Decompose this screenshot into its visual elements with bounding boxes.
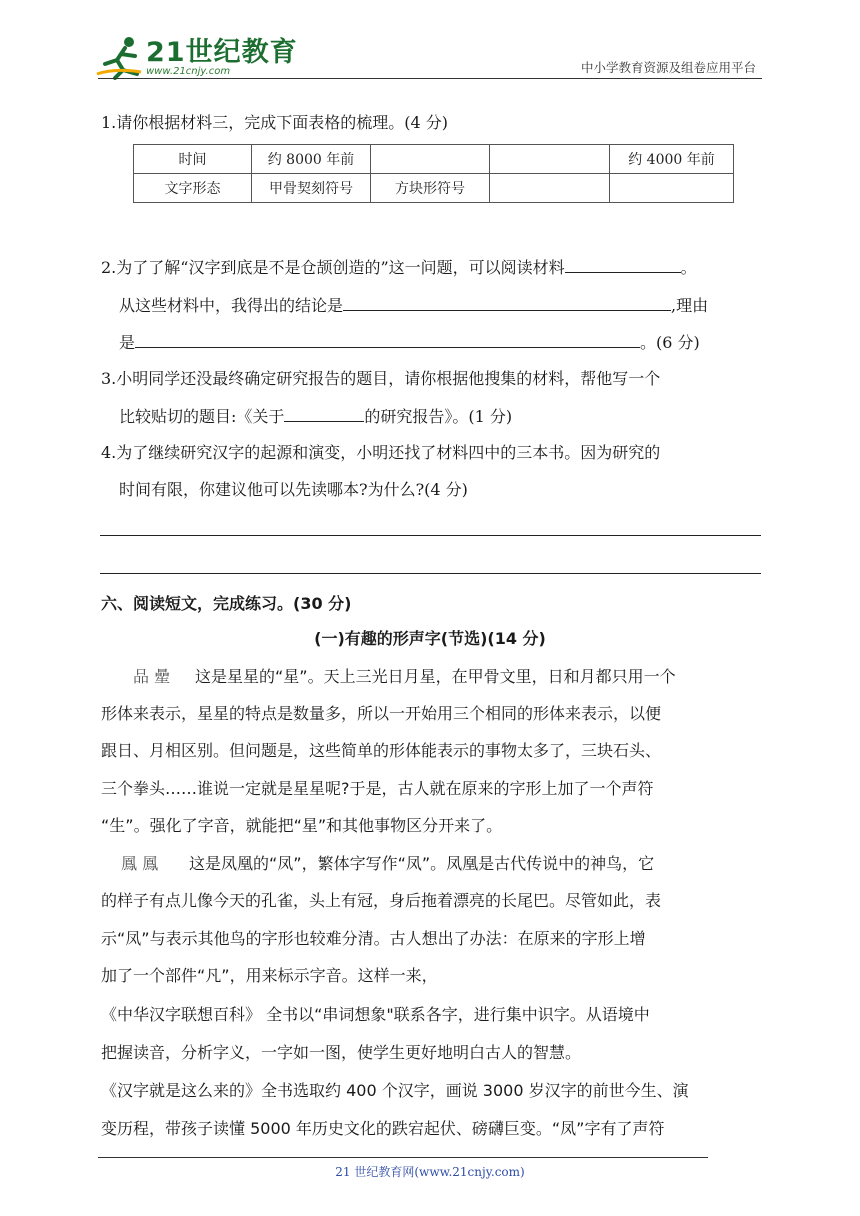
answer-blank[interactable] <box>565 255 681 273</box>
table-row <box>134 145 734 174</box>
book-description-line: 《汉字就是这么来的》全书选取约 400 个汉字，画说 3000 岁汉字的前世今生、演 <box>101 1081 689 1100</box>
book-description-line: 把握读音，分析字义，一字如一图，使学生更好地明白古人的智慧。 <box>101 1043 582 1062</box>
footer-divider <box>98 1157 708 1158</box>
table-cell-blank[interactable] <box>490 145 610 174</box>
answer-line[interactable] <box>100 573 761 574</box>
table-cell: 约 4000 年前 <box>610 145 734 174</box>
paragraph-feng-line: 示“凤”与表示其他鸟的字形也较难分清。古人想出了办法：在原来的字形上增 <box>101 929 646 948</box>
answer-blank[interactable] <box>284 404 364 422</box>
question-4-line-1: 4.为了继续研究汉字的起源和演变，小明还找了材料四中的三本书。因为研究的 <box>101 443 661 462</box>
answer-blank[interactable] <box>343 293 671 311</box>
logo-text: 21世纪教育 <box>146 37 298 68</box>
question-text: 2.为了了解“汉字到底是不是仓颉创造的”这一问题，可以阅读材料 <box>101 258 565 277</box>
question-2-line-1 <box>101 255 697 279</box>
table-cell: 时间 <box>134 145 252 174</box>
answer-blank[interactable] <box>135 330 640 348</box>
paragraph-xing-line: 形体来表示，星星的特点是数量多，所以一开始用三个相同的形体来表示，以便 <box>101 704 662 723</box>
subsection-title: (一)有趣的形声字(节选)(14 分) <box>314 629 546 648</box>
question-4-line-2: 时间有限，你建议他可以先读哪本?为什么?(4 分) <box>119 480 468 499</box>
question-text: 比较贴切的题目:《关于 <box>119 407 285 426</box>
question-text: 是 <box>119 333 136 352</box>
table-cell-blank[interactable] <box>610 174 734 203</box>
paragraph-xing-line: “生”。强化了字音，就能把“星”和其他事物区分开来了。 <box>101 816 503 835</box>
table-cell: 甲骨契刻符号 <box>252 174 371 203</box>
book-description-line: 《中华汉字联想百科》 全书以“串词想象"联系各字，进行集中识字。从语境中 <box>101 1005 650 1024</box>
timeline-table <box>133 144 734 203</box>
answer-line[interactable] <box>100 535 761 536</box>
section-title: 六、阅读短文，完成练习。(30 分) <box>101 594 352 613</box>
logo-url: www.21cnjy.com <box>146 66 231 77</box>
paragraph-feng-line: 这是凤凰的“凤”，繁体字写作“凤”。凤凰是古代传说中的神鸟，它 <box>189 854 655 873</box>
table-cell: 约 8000 年前 <box>252 145 371 174</box>
table-cell-blank[interactable] <box>371 145 490 174</box>
question-text: 。 <box>680 258 697 277</box>
book-description-line: 变历程，带孩子读懂 5000 年历史文化的跌宕起伏、磅礴巨变。“凤”字有了声符 <box>101 1119 665 1138</box>
paragraph-xing-line: 三个拳头……谁说一定就是星星呢?于是，古人就在原来的字形上加了一个声符 <box>101 779 654 798</box>
table-cell: 文字形态 <box>134 174 252 203</box>
question-text: 。(6 分) <box>640 333 700 352</box>
question-text: 的研究报告》。(1 分) <box>364 407 513 426</box>
platform-name: 中小学教育资源及组卷应用平台 <box>580 60 756 75</box>
question-text: 从这些材料中，我得出的结论是 <box>119 296 344 315</box>
footer-link[interactable]: 21 世纪教育网(www.21cnjy.com) <box>335 1165 525 1179</box>
table-cell: 方块形符号 <box>371 174 490 203</box>
table-cell-blank[interactable] <box>490 174 610 203</box>
ancient-glyph-feng: 鳳 鳳 <box>121 854 159 873</box>
paragraph-feng-line: 的样子有点儿像今天的孔雀，头上有冠，身后拖着漂亮的长尾巴。尽管如此，表 <box>101 891 662 910</box>
paragraph-feng-line: 加了一个部件“凡”，用来标示字音。这样一来， <box>101 966 438 985</box>
question-3-line-2 <box>119 404 512 428</box>
paragraph-xing-line: 跟日、月相区别。但问题是，这些简单的形体能表示的事物太多了，三块石头、 <box>101 741 662 760</box>
ancient-glyph-xing: 品 曐 <box>133 667 171 686</box>
question-3-line-1: 3.小明同学还没最终确定研究报告的题目，请你根据他搜集的材料，帮他写一个 <box>101 369 661 388</box>
question-text: ,理由 <box>671 296 709 315</box>
question-2-line-2 <box>119 293 708 317</box>
table-row <box>134 174 734 203</box>
question-2-line-3 <box>119 330 700 354</box>
question-1: 1.请你根据材料三，完成下面表格的梳理。(4 分) <box>101 113 449 132</box>
paragraph-xing-line: 这是星星的“星”。天上三光日月星，在甲骨文里，日和月都只用一个 <box>195 667 676 686</box>
header-divider <box>98 78 762 79</box>
